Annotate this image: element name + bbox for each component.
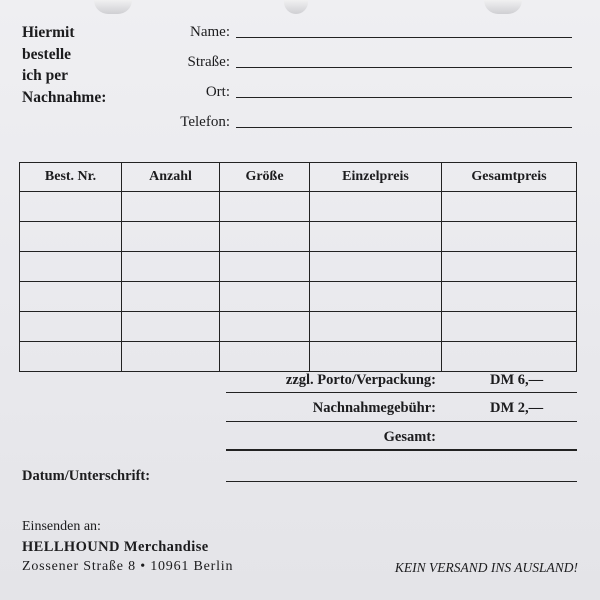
table-cell[interactable]: [442, 312, 577, 342]
street-label: Straße:: [187, 54, 230, 70]
table-row: [20, 192, 577, 222]
table-cell[interactable]: [310, 312, 442, 342]
table-cell[interactable]: [442, 222, 577, 252]
total-underline: [226, 449, 577, 451]
column-header-size: Größe: [220, 163, 310, 192]
phone-field[interactable]: [236, 127, 572, 128]
city-label: Ort:: [205, 84, 230, 100]
table-cell[interactable]: [122, 252, 220, 282]
table-cell[interactable]: [442, 192, 577, 222]
cod-fee-value: DM 2,—: [490, 400, 544, 416]
table-row: [20, 342, 577, 372]
table-cell[interactable]: [310, 252, 442, 282]
column-header-total-price: Gesamtpreis: [442, 163, 577, 192]
table-cell[interactable]: [20, 222, 122, 252]
table-cell[interactable]: [220, 192, 310, 222]
column-header-quantity: Anzahl: [122, 163, 220, 192]
table-cell[interactable]: [122, 282, 220, 312]
total-label: Gesamt:: [383, 429, 436, 445]
table-cell[interactable]: [20, 252, 122, 282]
table-cell[interactable]: [220, 222, 310, 252]
table-cell[interactable]: [122, 342, 220, 372]
table-cell[interactable]: [220, 312, 310, 342]
case-clip: [284, 0, 308, 14]
case-clip: [484, 0, 522, 14]
order-table: [19, 162, 577, 372]
table-cell[interactable]: [220, 252, 310, 282]
table-cell[interactable]: [122, 192, 220, 222]
table-header-row: [20, 163, 577, 192]
table-cell[interactable]: [220, 342, 310, 372]
table-row: [20, 282, 577, 312]
table-cell[interactable]: [442, 252, 577, 282]
name-field[interactable]: [236, 37, 572, 38]
table-row: [20, 312, 577, 342]
table-row: [20, 222, 577, 252]
table-cell[interactable]: [442, 342, 577, 372]
shipping-notice: KEIN VERSAND INS AUSLAND!: [394, 560, 578, 575]
table-cell[interactable]: [310, 342, 442, 372]
date-signature-field[interactable]: [226, 481, 577, 482]
shipping-value: DM 6,—: [490, 372, 544, 388]
case-clip: [94, 0, 132, 14]
table-cell[interactable]: [122, 312, 220, 342]
table-cell[interactable]: [310, 222, 442, 252]
intro-line: Nachnahme:: [22, 88, 107, 106]
street-field[interactable]: [236, 67, 572, 68]
column-header-order-number: Best. Nr.: [20, 163, 122, 192]
name-label: Name:: [190, 24, 230, 40]
table-cell[interactable]: [20, 282, 122, 312]
intro-line: ich per: [22, 67, 69, 84]
company-address: Zossener Straße 8 • 10961 Berlin: [22, 559, 234, 574]
table-cell[interactable]: [122, 222, 220, 252]
company-name: HELLHOUND Merchandise: [22, 539, 209, 555]
phone-label: Telefon:: [180, 114, 230, 130]
city-field[interactable]: [236, 97, 572, 98]
intro-line: Hiermit: [22, 24, 75, 41]
table-cell[interactable]: [20, 192, 122, 222]
summary-divider: [226, 392, 577, 393]
table-cell[interactable]: [310, 282, 442, 312]
summary-divider: [226, 421, 577, 422]
date-signature-label: Datum/Unterschrift:: [22, 468, 151, 484]
shipping-label: zzgl. Porto/Verpackung:: [285, 372, 436, 388]
table-cell[interactable]: [310, 192, 442, 222]
intro-line: bestelle: [22, 45, 72, 63]
table-row: [20, 252, 577, 282]
order-intro: [22, 22, 152, 108]
table-cell[interactable]: [20, 342, 122, 372]
cod-fee-label: Nachnahmegebühr:: [312, 400, 436, 416]
table-cell[interactable]: [220, 282, 310, 312]
column-header-unit-price: Einzelpreis: [310, 163, 442, 192]
send-to-label: Einsenden an:: [22, 519, 101, 534]
table-cell[interactable]: [442, 282, 577, 312]
table-cell[interactable]: [20, 312, 122, 342]
